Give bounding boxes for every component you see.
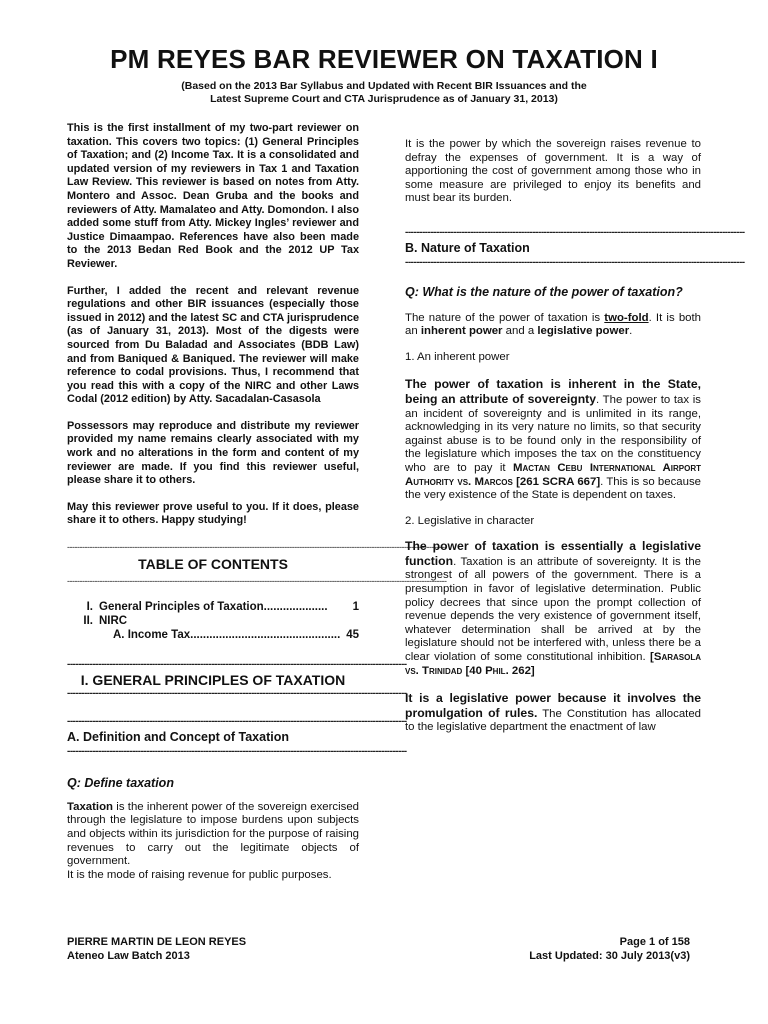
document-subtitle bbox=[0, 80, 768, 106]
toc-item-title: A. Income Tax bbox=[113, 628, 191, 641]
footer-author: PIERRE MARTIN DE LEON REYES bbox=[67, 936, 247, 948]
footer-left bbox=[67, 935, 246, 963]
divider: ------------------------------------------------------------------------------------------------------------------------ bbox=[67, 688, 407, 700]
toc-item-number: II. bbox=[83, 614, 93, 627]
case-citation-sarasola: [Sarasola vs. Trinidad [40 Phil. 262] bbox=[405, 651, 701, 677]
nature-intro: The nature of the power of taxation is two-fold. It is both an inherent power and a legislative power. bbox=[405, 311, 701, 338]
footer-right bbox=[529, 935, 690, 963]
toc-item-page: 1 bbox=[352, 600, 359, 613]
question-nature-of-taxation: Q: What is the nature of the power of taxation? bbox=[405, 284, 683, 299]
divider: -------------------------------------------------------------------------------------------------------------------------------------------------------- bbox=[67, 575, 447, 586]
point-1-paragraph: The power of taxation is inherent in the State, being an attribute of sovereignty. The power to tax is an incident of sovereignty and is unlimited in its range, acknowledging in its very nature no limits, so that security against abuse is to be found only in the responsibility of the legislature which imposes the tax on the constituency who are to pay it Mactan Cebu International Airport Authority vs. Marcos [261 SCRA 667]. This is so because the very existence of the State is dependent on taxes. bbox=[405, 377, 701, 502]
toc-item-page: 45 bbox=[346, 628, 359, 641]
document-title: PM REYES BAR REVIEWER ON TAXATION I bbox=[110, 44, 658, 74]
toc-leader-dots: .................... bbox=[263, 600, 328, 613]
subtitle-line-1: (Based on the 2013 Bar Syllabus and Updated with Recent BIR Issuances and the bbox=[181, 80, 587, 92]
left-column bbox=[67, 122, 447, 882]
divider: -------------------------------------------------------------------------------------------------------------------------------------------------------- bbox=[67, 542, 447, 553]
divider: ------------------------------------------------------------------------------------------------------------------------ bbox=[67, 716, 407, 728]
toc-heading: TABLE OF CONTENTS bbox=[138, 556, 288, 573]
definition-paragraph: Taxation is the inherent power of the sovereign exercised through the legislature to impose burdens upon subjects and objects within its jurisdiction for the purpose of raising revenues to carry out the legitimate objects of government. bbox=[67, 800, 359, 868]
intro-paragraph-4: May this reviewer prove useful to you. If it does, please share it to others. Happy studying! bbox=[67, 500, 359, 527]
right-column bbox=[405, 138, 745, 735]
two-fold-term: two-fold bbox=[604, 311, 649, 324]
divider: ------------------------------------------------------------------------------------------------------------------------ bbox=[67, 745, 407, 757]
divider: ------------------------------------------------------------------------------------------------------------------------ bbox=[405, 226, 745, 238]
intro-notes bbox=[67, 122, 359, 528]
section-heading-general-principles: I. GENERAL PRINCIPLES OF TAXATION bbox=[80, 671, 346, 688]
subheading-nature: B. Nature of Taxation bbox=[405, 240, 530, 255]
toc-item-number: I. bbox=[86, 600, 93, 613]
point-2b-paragraph: It is a legislative power because it involves the promulgation of rules. The Constitution has allocated to the legislative department the enactment of law bbox=[405, 691, 701, 734]
subheading-definition: A. Definition and Concept of Taxation bbox=[67, 730, 289, 745]
toc-leader-dots: ............................................... bbox=[190, 628, 341, 641]
question-define-taxation: Q: Define taxation bbox=[67, 775, 174, 790]
toc-item-income-tax[interactable] bbox=[67, 628, 359, 642]
definition-line-2: It is the mode of raising revenue for public purposes. bbox=[67, 868, 332, 881]
toc-item-title: General Principles of Taxation bbox=[99, 600, 264, 613]
footer-school: Ateneo Law Batch 2013 bbox=[67, 950, 190, 962]
point-2-paragraph: The power of taxation is essentially a legislative function. Taxation is an attribute of sovereignty. It is the strongest of all powers of the government. There is a presumption in favor of legislative determination. Public policy decrees that since upon the prompt collection of revenue depends the very existence of government itself, whatever determination shall be arrived at by the legislature should not be interfered with, unless there be a clear violation of some constitutional inhibition. [Sarasola vs. Trinidad [40 Phil. 262] bbox=[405, 539, 701, 677]
footer-page-number: Page 1 of 158 bbox=[619, 936, 690, 948]
point-2-heading: 2. Legislative in character bbox=[405, 514, 535, 527]
toc-item-nirc[interactable] bbox=[67, 614, 359, 628]
intro-paragraph-1: This is the first installment of my two-part reviewer on taxation. This covers two topics: (1) General Principles of Taxation; and (2) Income Tax. It is a consolidated and updated version of my reviewers in Tax 1 and Taxation Law Review. This reviewer is based on notes from Atty. Montero and Assoc. Dean Gruba and the books and reviewers of Atty. Mamalateo and Atty. Domondon. I also added some stuff from Atty. Mickey Ingles’ reviewer and Justice Dimaampao. References have also been made to the 2013 Bedan Red Book and the 2012 UP Tax Reviewer. bbox=[67, 122, 359, 270]
intro-paragraph-2: Further, I added the recent and relevant revenue regulations and other BIR issuances (especially those issued in 2012) and the latest SC and CTA jurisprudence (as of January 31, 2013). Most of the digests were sourced from Du Baladad and Associates (BDB Law) and from Baniqued & Baniqued. The reviewer will make reference to codal provisions. Thus, I recommend that you read this with a copy of the NIRC and other Laws Codal (2012 edition) by Atty. Sacadalan-Casasola bbox=[67, 284, 359, 406]
divider: ------------------------------------------------------------------------------------------------------------------------ bbox=[67, 658, 407, 670]
table-of-contents bbox=[67, 600, 359, 642]
footer-last-updated: Last Updated: 30 July 2013(v3) bbox=[529, 950, 690, 962]
subtitle-line-2: Latest Supreme Court and CTA Jurisprudence as of January 31, 2013) bbox=[210, 93, 558, 105]
intro-paragraph-3: Possessors may reproduce and distribute my reviewer provided my name remains clearly associated with my work and no alterations in the form and content of my reviewer are made. If you find this reviewer useful, please share it to others. bbox=[67, 419, 359, 487]
point-1-heading: 1. An inherent power bbox=[405, 350, 510, 363]
toc-item-title: NIRC bbox=[99, 614, 128, 627]
toc-item-general-principles[interactable] bbox=[67, 600, 359, 614]
case-citation-mactan: Mactan Cebu International Airport Authority vs. Marcos [261 SCRA 667] bbox=[405, 461, 701, 488]
definition-term: Taxation bbox=[67, 800, 113, 813]
definition-line-3: It is the power by which the sovereign raises revenue to defray the expenses of government. It is a way of apportioning the cost of government among those who in some measure are privileged to enjoy its benefits and must bear its burden. bbox=[405, 138, 701, 205]
divider: ------------------------------------------------------------------------------------------------------------------------ bbox=[405, 256, 745, 268]
